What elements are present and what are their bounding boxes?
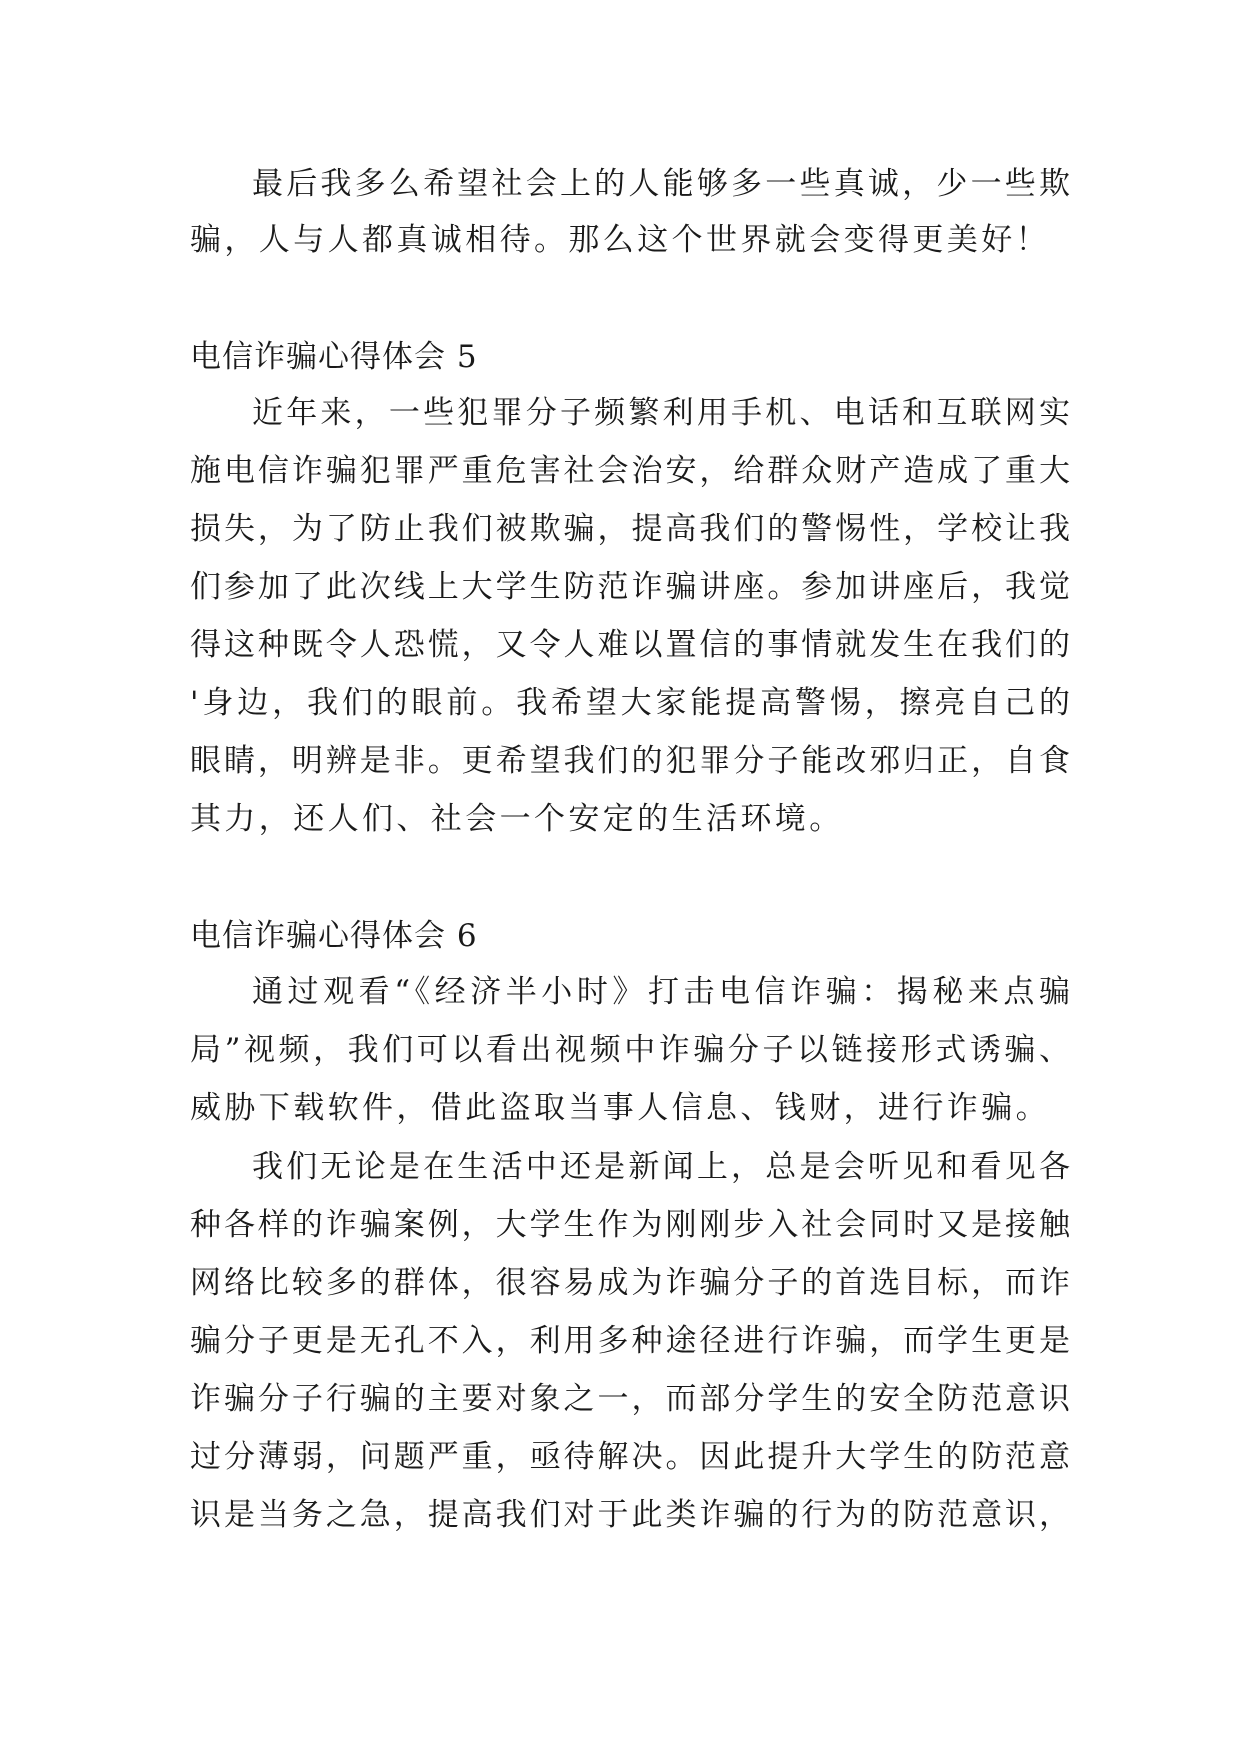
section-6-p2-line-1: 我们无论是在生活中还是新闻上，总是会听见和看见各 (252, 1149, 1070, 1185)
section-6-p2-line-6: 过分薄弱，问题严重，亟待解决。因此提升大学生的防范意 (190, 1439, 1070, 1475)
section-6-p2-line-7: 识是当务之急，提高我们对于此类诈骗的行为的防范意识， (190, 1497, 1070, 1533)
section-5-line-7: 眼睛，明辨是非。更希望我们的犯罪分子能改邪归正，自食 (190, 743, 1070, 779)
section-6-p2-line-3: 网络比较多的群体，很容易成为诈骗分子的首选目标，而诈 (190, 1265, 1070, 1301)
section-5-line-4: 们参加了此次线上大学生防范诈骗讲座。参加讲座后，我觉 (190, 569, 1070, 605)
section-5-line-8: 其力，还人们、社会一个安定的生活环境。 (190, 801, 844, 837)
section-6-p1-line-3: 威胁下载软件，借此盗取当事人信息、钱财，进行诈骗。 (190, 1090, 1050, 1126)
section-6-p2-line-4: 骗分子更是无孔不入，利用多种途径进行诈骗，而学生更是 (190, 1323, 1070, 1359)
section-5-line-1: 近年来，一些犯罪分子频繁利用手机、电话和互联网实 (252, 395, 1070, 431)
section-6-heading: 电信诈骗心得体会 6 (190, 918, 478, 954)
section-6-p1-line-1: 通过观看“《经济半小时》打击电信诈骗：揭秘来点骗 (252, 974, 1070, 1010)
section-6-p2-line-5: 诈骗分子行骗的主要对象之一，而部分学生的安全防范意识 (190, 1381, 1070, 1417)
section-6-p2-line-2: 种各样的诈骗案例，大学生作为刚刚步入社会同时又是接触 (190, 1207, 1070, 1243)
closing-line-2: 骗，人与人都真诚相待。那么这个世界就会变得更美好！ (190, 222, 1050, 258)
closing-line-1: 最后我多么希望社会上的人能够多一些真诚，少一些欺 (252, 166, 1070, 202)
section-5-line-3: 损失，为了防止我们被欺骗，提高我们的警惕性，学校让我 (190, 511, 1070, 547)
section-6-p1-line-2: 局”视频，我们可以看出视频中诈骗分子以链接形式诱骗、 (190, 1032, 1070, 1068)
section-5-line-5: 得这种既令人恐慌，又令人难以置信的事情就发生在我们的 (190, 627, 1070, 663)
section-5-heading: 电信诈骗心得体会 5 (190, 339, 478, 375)
section-5-line-6: '身边，我们的眼前。我希望大家能提高警惕，擦亮自己的 (190, 685, 1070, 721)
section-5-line-2: 施电信诈骗犯罪严重危害社会治安，给群众财产造成了重大 (190, 453, 1070, 489)
